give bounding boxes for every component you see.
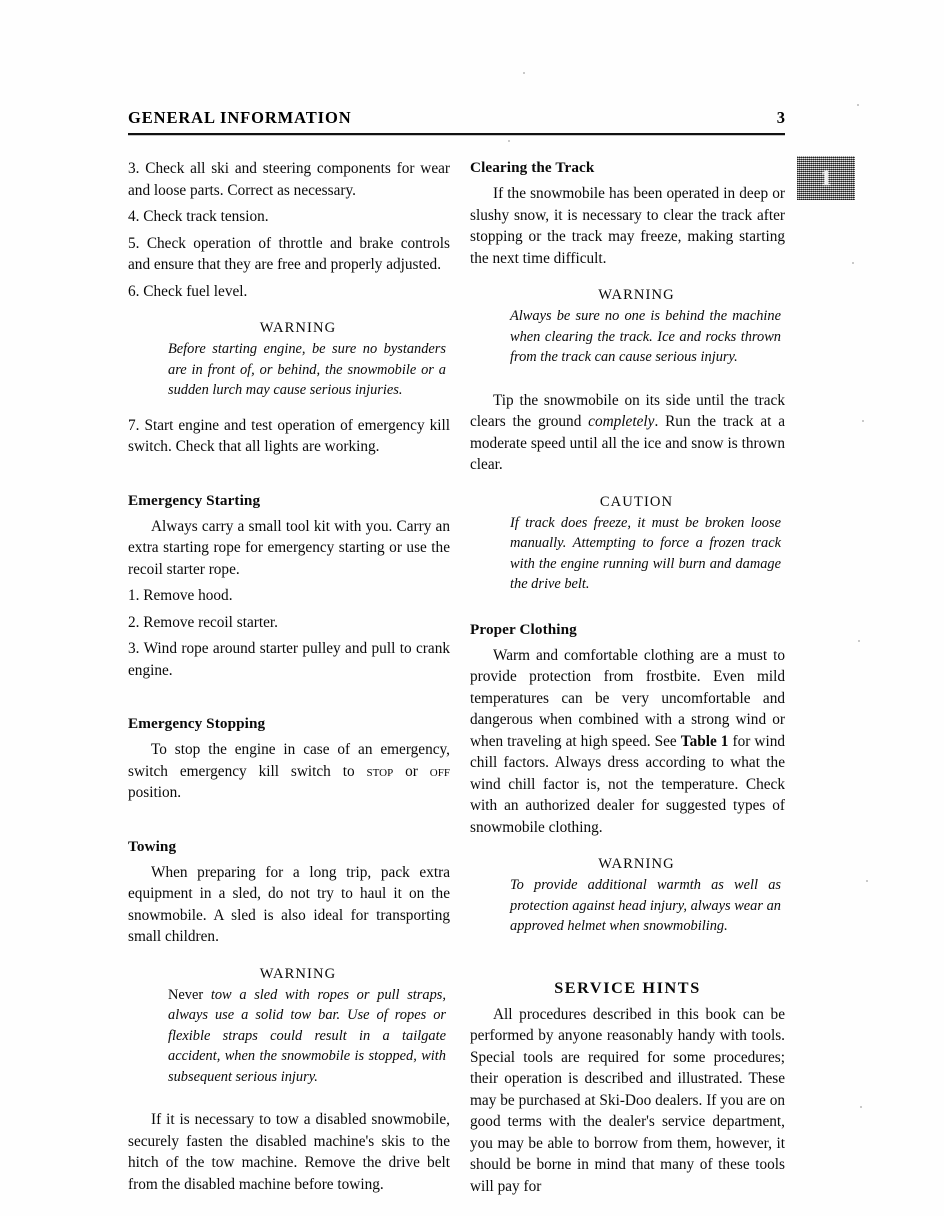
thumb-tab-number: 1 — [820, 165, 832, 190]
warning-text-plain: Never — [168, 986, 211, 1003]
left-column — [128, 158, 450, 1195]
warning-text: To provide additional warmth as well as protection against head injury, always wear an approved helmet when snowmobiling. — [510, 877, 781, 934]
proper-clothing-text-b: for wind chill factors. Always dress according to what the wind chill factor is, not the temperature. Check with an authorized dealer for suggested types of snowmobile clothing. — [470, 732, 785, 836]
emergency-stopping-text-b: or — [393, 762, 430, 780]
heading-emergency-starting: Emergency Starting — [128, 491, 261, 509]
emergency-starting-step-2: 2. Remove recoil starter. — [128, 613, 278, 631]
tip-emphasis: completely — [588, 413, 655, 430]
emergency-stopping-text-a: To stop the engine in case of an emergency, switch emergency kill switch to — [128, 741, 450, 780]
warning-title: WARNING — [259, 965, 337, 982]
tip-text-a: Tip the snowmobile on its side until the track clears the ground — [470, 391, 785, 430]
checklist-item-5: 5. Check operation of throttle and brake controls and ensure that they are free and properly adjusted. — [128, 234, 450, 273]
warning-text — [168, 985, 446, 1088]
caution-text: If track does freeze, it must be broken loose manually. Attempting to force a frozen track with the engine running will burn and damage the drive belt. — [510, 514, 781, 592]
checklist-item-4: 4. Check track tension. — [128, 208, 269, 225]
page-number: 3 — [776, 108, 785, 127]
towing-closing: If it is necessary to tow a disabled snowmobile, securely fasten the disabled machine's skis to the hitch of the tow machine. Remove the drive belt from the disabled machine before towing. — [128, 1111, 450, 1193]
right-column — [470, 158, 785, 1197]
heading-emergency-stopping: Emergency Stopping — [128, 715, 266, 732]
header-divider — [128, 133, 785, 135]
emergency-starting-step-1: 1. Remove hood. — [128, 587, 233, 604]
clearing-track-tip — [470, 390, 785, 476]
scan-fleck — [852, 262, 854, 264]
warning-title: WARNING — [259, 320, 337, 336]
warning-text-italic: tow a sled with ropes or pull straps, always use a solid tow bar. Use of ropes or flexible straps could result in a tailgate accident, when the snowmobile is stopped, with subsequent serious injury. — [168, 986, 446, 1085]
smallcaps-stop: stop — [366, 762, 394, 780]
thumb-index-tab — [797, 156, 855, 200]
warning-title: WARNING — [598, 856, 675, 872]
proper-clothing-text-a: Warm and comfortable clothing are a must to provide protection from frostbite. Even mild temperatures can be very uncomfortable and dangerous when combined with a strong wind or when traveling at high speed. See — [470, 646, 785, 750]
clearing-track-intro: If the snowmobile has been operated in deep or slushy snow, it is necessary to clear the track after stopping or the track may freeze, making starting the next time difficult. — [470, 185, 785, 267]
warning-block-starting — [128, 318, 450, 401]
warning-block-helmet — [470, 854, 785, 937]
checklist-item-7: 7. Start engine and test operation of emergency kill switch. Check that all lights are working. — [128, 416, 450, 455]
proper-clothing-text — [470, 645, 785, 839]
warning-text: Always be sure no one is behind the machine when clearing the track. Ice and rocks thrown from the track can cause serious injury. — [510, 308, 781, 365]
heading-towing: Towing — [128, 837, 177, 855]
emergency-starting-intro: Always carry a small tool kit with you. Carry an extra starting rope for emergency starting or use the recoil starter rope. — [128, 517, 450, 578]
caution-title: CAUTION — [599, 493, 674, 510]
checklist-item-6: 6. Check fuel level. — [128, 282, 248, 300]
scan-fleck — [523, 72, 525, 74]
emergency-starting-step-3: 3. Wind rope around starter pulley and pull to crank engine. — [128, 640, 450, 679]
page-title: GENERAL INFORMATION — [128, 108, 352, 127]
heading-clearing-the-track: Clearing the Track — [470, 159, 595, 176]
scan-fleck — [862, 420, 864, 422]
emergency-stopping-text-c: position. — [128, 784, 182, 801]
service-hints-text: All procedures described in this book can be performed by anyone reasonably handy with tools. Special tools are required for some procedures; their operation is described and illustrated. These may be purchased at Ski-Doo dealers. If you are on good terms with the dealer's service department, you may be able to borrow from them, however, it should be borne in mind that many of these tools will pay for — [470, 1005, 785, 1195]
smallcaps-off: off — [429, 762, 450, 780]
scan-fleck — [860, 1106, 862, 1108]
scan-fleck — [857, 104, 859, 106]
caution-block — [470, 492, 785, 595]
warning-block-towing — [128, 964, 450, 1088]
towing-intro: When preparing for a long trip, pack extra equipment in a sled, do not try to haul it on the snowmobile. A sled is also ideal for transporting small children. — [128, 863, 450, 945]
checklist-item-3: 3. Check all ski and steering components for wear and loose parts. Correct as necessary. — [128, 160, 450, 199]
tip-text-b: . Run the track at a moderate speed until all the ice and snow is thrown clear. — [470, 413, 785, 473]
scan-fleck — [866, 880, 868, 882]
table-reference: Table 1 — [680, 732, 729, 750]
warning-title: WARNING — [598, 287, 675, 303]
warning-block-clearing — [470, 285, 785, 368]
emergency-stopping-text — [128, 739, 450, 804]
scan-fleck — [508, 140, 510, 142]
heading-proper-clothing: Proper Clothing — [470, 620, 577, 638]
warning-text: Before starting engine, be sure no bystanders are in front of, or behind, the snowmobile or a sudden lurch may cause serious injuries. — [168, 341, 446, 398]
heading-service-hints: SERVICE HINTS — [554, 978, 701, 997]
scan-fleck — [858, 640, 860, 642]
